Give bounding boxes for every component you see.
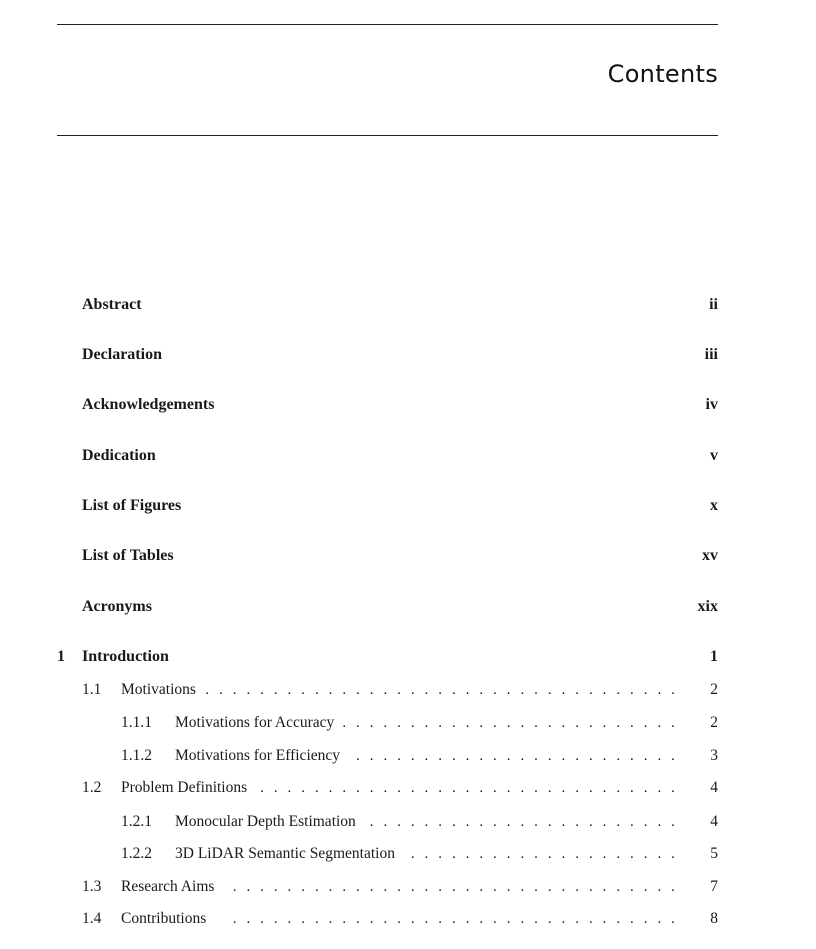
toc-entry-page: 4 xyxy=(710,813,718,830)
toc-entry-page: 7 xyxy=(710,878,718,895)
toc-section-number: 1.1.1 xyxy=(121,714,152,731)
toc-entry-label: Abstract xyxy=(82,294,148,316)
toc-section[interactable] xyxy=(0,908,816,930)
toc-section-number: 1.4 xyxy=(82,910,102,927)
toc-entry-label: Introduction xyxy=(82,646,175,668)
toc-entry-page: 4 xyxy=(710,779,718,796)
toc-entry-abstract[interactable] xyxy=(0,294,816,316)
toc-entry-acknowledgements[interactable] xyxy=(0,394,816,416)
toc-entry-declaration[interactable] xyxy=(0,344,816,366)
dot-leader xyxy=(225,908,678,930)
toc-entry-page: v xyxy=(710,447,718,464)
toc-entry-list-of-figures[interactable] xyxy=(0,495,816,517)
toc-entry-page: ii xyxy=(709,296,718,313)
toc-entry-page: 8 xyxy=(710,910,718,927)
page-title: Contents xyxy=(607,60,718,88)
toc-entry-page: iii xyxy=(704,346,718,363)
toc-entry-list-of-tables[interactable] xyxy=(0,545,816,567)
toc-entry-label: Dedication xyxy=(82,445,162,467)
toc-subsection[interactable] xyxy=(0,843,816,865)
dot-leader xyxy=(345,745,678,767)
toc-section[interactable] xyxy=(0,876,816,898)
toc-entry-label: Motivations for Accuracy xyxy=(175,712,340,734)
toc-entry-label: Acronyms xyxy=(82,596,158,618)
toc-section-number: 1.2.1 xyxy=(121,813,152,830)
toc-entry-page: 3 xyxy=(710,747,718,764)
toc-entry-label: Declaration xyxy=(82,344,168,366)
toc-section-number: 1.1.2 xyxy=(121,747,152,764)
toc-entry-page: iv xyxy=(705,396,718,413)
toc-entry-dedication[interactable] xyxy=(0,445,816,467)
toc-section-number: 1.3 xyxy=(82,878,102,895)
toc-entry-label: Motivations xyxy=(121,679,202,701)
toc-chapter-number: 1 xyxy=(57,648,65,665)
toc-entry-label: Contributions xyxy=(121,908,212,930)
toc-entry-page: xix xyxy=(697,598,718,615)
toc-entry-label: List of Figures xyxy=(82,495,187,517)
toc-entry-page: x xyxy=(710,497,718,514)
toc-entry-label: Monocular Depth Estimation xyxy=(175,811,362,833)
toc-entry-page: xv xyxy=(702,547,718,564)
dot-leader xyxy=(225,876,678,898)
toc-entry-label: Research Aims xyxy=(121,876,220,898)
toc-entry-page: 1 xyxy=(710,648,718,665)
toc-entry-label: Problem Definitions xyxy=(121,777,253,799)
toc-section-number: 1.1 xyxy=(82,681,102,698)
toc-subsection[interactable] xyxy=(0,712,816,734)
toc-subsection[interactable] xyxy=(0,811,816,833)
toc-entry-label: 3D LiDAR Semantic Segmentation xyxy=(175,843,401,865)
toc-chapter-introduction[interactable] xyxy=(0,646,816,668)
toc-entry-label: Acknowledgements xyxy=(82,394,220,416)
toc-entry-page: 5 xyxy=(710,845,718,862)
toc-entry-acronyms[interactable] xyxy=(0,596,816,618)
toc-entry-label: List of Tables xyxy=(82,545,180,567)
toc-section[interactable] xyxy=(0,679,816,701)
toc-entry-page: 2 xyxy=(710,681,718,698)
toc-section-number: 1.2.2 xyxy=(121,845,152,862)
toc-entry-page: 2 xyxy=(710,714,718,731)
dot-leader xyxy=(370,811,678,833)
toc-entry-label: Motivations for Efficiency xyxy=(175,745,346,767)
toc-subsection[interactable] xyxy=(0,745,816,767)
dot-leader xyxy=(255,777,678,799)
dot-leader xyxy=(410,843,678,865)
dot-leader xyxy=(340,712,678,734)
dot-leader xyxy=(200,679,678,701)
toc-section-number: 1.2 xyxy=(82,779,102,796)
toc-section[interactable] xyxy=(0,777,816,799)
